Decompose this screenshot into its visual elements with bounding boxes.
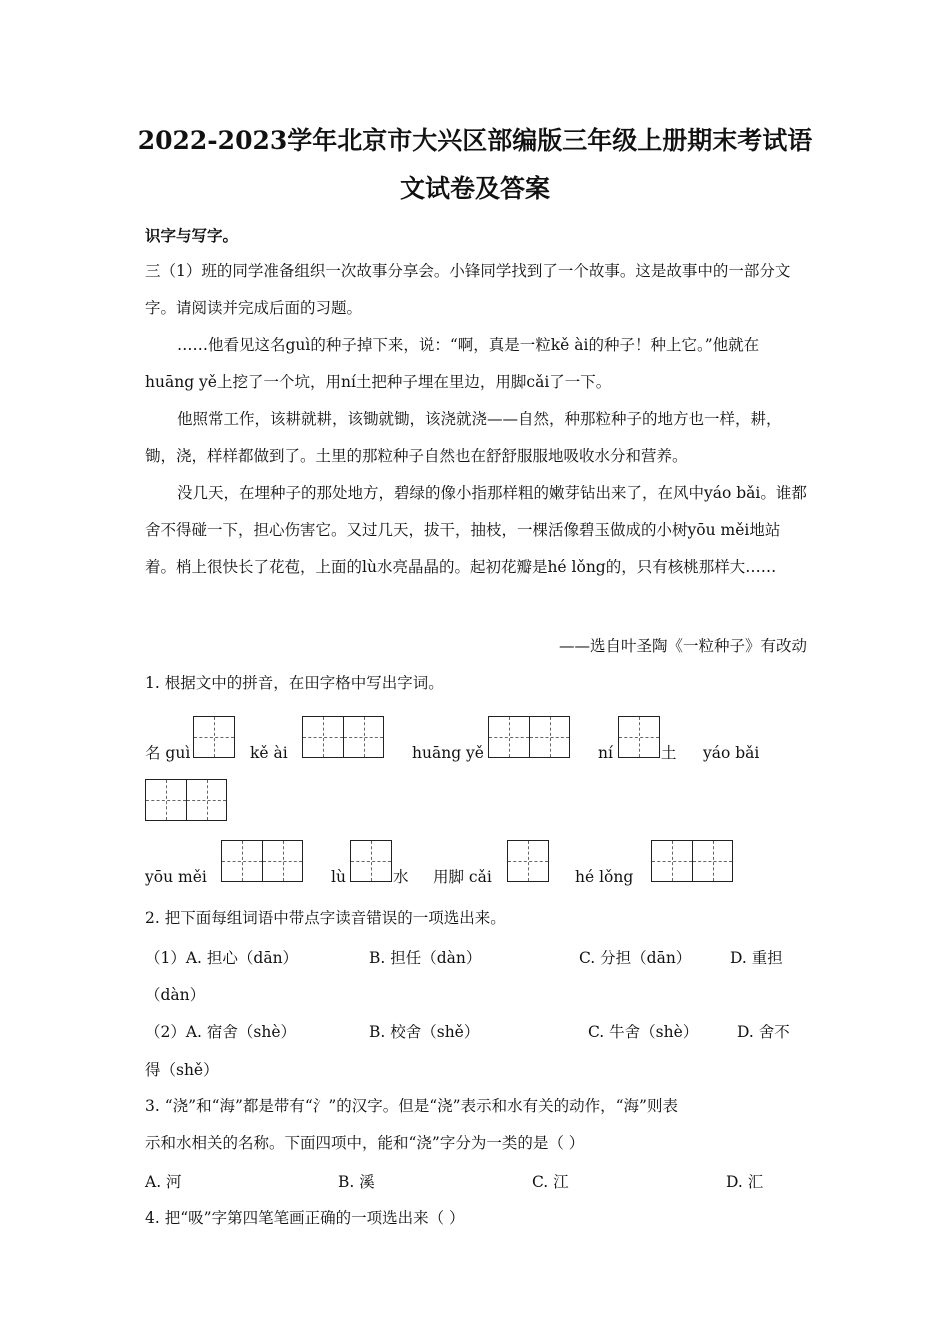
intro-paragraph: 三（1）班的同学准备组织一次故事分享会。小锋同学找到了一个故事。这是故事中的一部分文字。请阅读并完成后面的习题。 bbox=[145, 262, 791, 317]
q2-group1-option-d[interactable]: D. 重担 bbox=[730, 949, 783, 967]
grid-cell[interactable] bbox=[303, 717, 343, 757]
grid-cell[interactable] bbox=[619, 717, 659, 757]
q1-grid-ni[interactable] bbox=[618, 716, 660, 758]
passage-paragraph-1: ……他看见这名guì的种子掉下来，说：“啊，真是一粒kě ài的种子！种上它。”他就在huāng yě上挖了一个坑，用ní土把种子埋在里边，用脚cǎi了一下。 bbox=[145, 336, 760, 391]
grid-cell[interactable] bbox=[489, 717, 529, 757]
exam-title-line2: 文试卷及答案 bbox=[399, 174, 550, 203]
q1-char-tu: 土 bbox=[661, 744, 677, 762]
q1-pinyin-lu: lù bbox=[331, 868, 346, 886]
q2-group2-option-b[interactable]: B. 校舍（shě） bbox=[369, 1023, 480, 1041]
q2-stem: 2. 把下面每组词语中带点字读音错误的一项选出来。 bbox=[145, 909, 506, 927]
q1-stem: 1. 根据文中的拼音，在田字格中写出字词。 bbox=[145, 674, 444, 692]
grid-cell[interactable] bbox=[343, 717, 383, 757]
grid-cell[interactable] bbox=[652, 841, 692, 881]
q1-grid-cai[interactable] bbox=[507, 840, 549, 882]
passage-source: ——选自叶圣陶《一粒种子》有改动 bbox=[558, 637, 807, 655]
section-heading: 识字与写字。 bbox=[145, 226, 239, 245]
grid-cell[interactable] bbox=[262, 841, 302, 881]
q1-grid-huangye[interactable] bbox=[488, 716, 570, 758]
q1-pinyin-ni: ní bbox=[598, 744, 613, 762]
q1-pinyin-keai: kě ài bbox=[250, 744, 288, 762]
grid-cell[interactable] bbox=[508, 841, 548, 881]
q1-pinyin-yaobai: yáo bǎi bbox=[703, 744, 760, 762]
q1-grid-youmei[interactable] bbox=[221, 840, 303, 882]
q3-stem-line2: 示和水相关的名称。下面四项中，能和“浇”字分为一类的是（ ） bbox=[145, 1134, 585, 1152]
grid-cell[interactable] bbox=[351, 841, 391, 881]
grid-cell[interactable] bbox=[529, 717, 569, 757]
exam-title-line1: 2022-2023学年北京市大兴区部编版三年级上册期末考试语 bbox=[137, 126, 813, 155]
q3-option-b[interactable]: B. 溪 bbox=[338, 1173, 375, 1191]
q2-group2-option-c[interactable]: C. 牛舍（shè） bbox=[588, 1023, 699, 1041]
q1-pinyin-youmei: yōu měi bbox=[145, 868, 207, 886]
q1-pinyin-huangye: huāng yě bbox=[412, 744, 484, 762]
q1-pinyin-gui: 名 guì bbox=[145, 744, 191, 762]
q1-pinyin-cai: 用脚 cǎi bbox=[433, 868, 492, 886]
q1-pinyin-helong: hé lǒng bbox=[575, 868, 634, 886]
grid-cell[interactable] bbox=[194, 717, 234, 757]
q2-group2-option-d[interactable]: D. 舍不 bbox=[737, 1023, 790, 1041]
q1-grid-gui[interactable] bbox=[193, 716, 235, 758]
q3-option-a[interactable]: A. 河 bbox=[145, 1173, 182, 1191]
q2-group2-option-a[interactable]: （2）A. 宿舍（shè） bbox=[145, 1023, 297, 1041]
q3-stem-line1: 3. “浇”和“海”都是带有“氵”的汉字。但是“浇”表示和水有关的动作，“海”则表 bbox=[145, 1097, 678, 1115]
q3-option-c[interactable]: C. 江 bbox=[532, 1173, 569, 1191]
q2-group1-option-a[interactable]: （1）A. 担心（dān） bbox=[145, 949, 299, 967]
q1-grid-lu[interactable] bbox=[350, 840, 392, 882]
q1-char-shui: 水 bbox=[393, 868, 409, 886]
q2-group2-option-d-cont: 得（shě） bbox=[145, 1061, 219, 1079]
passage-paragraph-3: 没几天，在埋种子的那处地方，碧绿的像小指那样粗的嫩芽钻出来了，在风中yáo bǎi。谁都舍不得碰一下，担心伤害它。又过几天，拔干，抽枝，一棵活像碧玉做成的小树yōu měi地站着。梢上很快长了花苞，上面的lù水亮晶晶的。起初花瓣是hé lǒng的，只有核桃那样大…… bbox=[145, 484, 807, 576]
q2-group1-option-c[interactable]: C. 分担（dān） bbox=[579, 949, 692, 967]
q2-group1-option-d-cont: （dàn） bbox=[145, 986, 206, 1004]
grid-cell[interactable] bbox=[692, 841, 732, 881]
grid-cell[interactable] bbox=[186, 780, 226, 820]
q1-grid-keai[interactable] bbox=[302, 716, 384, 758]
q3-option-d[interactable]: D. 汇 bbox=[726, 1173, 764, 1191]
q4-stem: 4. 把“吸”字第四笔笔画正确的一项选出来（ ） bbox=[145, 1209, 465, 1227]
q1-grid-helong[interactable] bbox=[651, 840, 733, 882]
q1-grid-yaobai[interactable] bbox=[145, 779, 227, 821]
grid-cell[interactable] bbox=[146, 780, 186, 820]
grid-cell[interactable] bbox=[222, 841, 262, 881]
q2-group1-option-b[interactable]: B. 担任（dàn） bbox=[369, 949, 482, 967]
passage-paragraph-2: 他照常工作，该耕就耕，该锄就锄，该浇就浇——自然，种那粒种子的地方也一样，耕，锄，浇，样样都做到了。土里的那粒种子自然也在舒舒服服地吸收水分和营养。 bbox=[145, 410, 782, 465]
